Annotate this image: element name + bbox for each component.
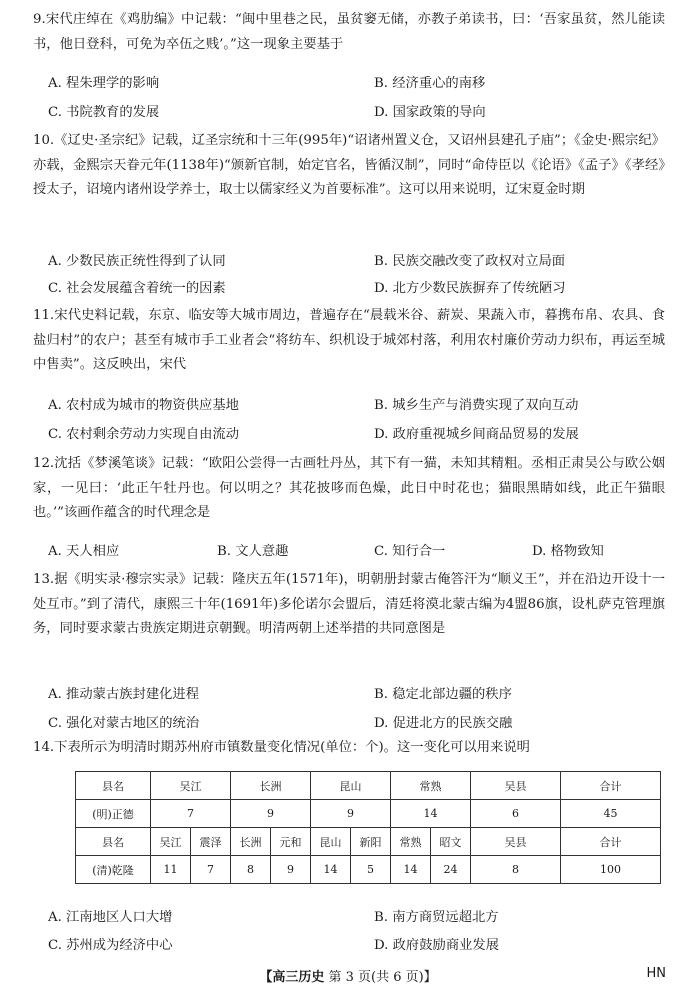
table-cell: 9 xyxy=(231,800,311,828)
footer-subject: 【高三历史 xyxy=(259,970,325,985)
option-c[interactable]: C. 社会发展蕴含着统一的因素 xyxy=(48,281,226,296)
table-cell: 9 xyxy=(311,800,391,828)
table-cell: 新阳 xyxy=(351,828,391,856)
option-d[interactable]: D. 政府鼓励商业发展 xyxy=(374,938,500,953)
table-cell: 9 xyxy=(271,856,311,884)
option-d[interactable]: D. 北方少数民族摒弃了传统陋习 xyxy=(374,281,566,296)
table-cell: 14 xyxy=(391,856,431,884)
table-cell: 合计 xyxy=(561,772,661,800)
table-row xyxy=(76,856,661,884)
table-row xyxy=(76,772,661,800)
table-cell: 常熟 xyxy=(391,828,431,856)
table-cell: 震泽 xyxy=(191,828,231,856)
table-cell: 县名 xyxy=(76,772,151,800)
table-cell: 常熟 xyxy=(391,772,471,800)
table-cell: 5 xyxy=(351,856,391,884)
table-cell: 7 xyxy=(191,856,231,884)
option-b[interactable]: B. 文人意趣 xyxy=(217,544,289,559)
table-cell: 24 xyxy=(431,856,471,884)
option-c[interactable]: C. 书院教育的发展 xyxy=(48,105,160,120)
table-cell: 8 xyxy=(231,856,271,884)
table-cell: 14 xyxy=(311,856,351,884)
table-cell: 昭文 xyxy=(431,828,471,856)
table-cell: 11 xyxy=(151,856,191,884)
table-cell: 昆山 xyxy=(311,772,391,800)
question-12 xyxy=(33,452,665,526)
question-10 xyxy=(33,129,665,203)
option-b[interactable]: B. 稳定北部边疆的秩序 xyxy=(374,687,512,702)
table-cell: 7 xyxy=(151,800,231,828)
footer-page-number: 第 3 页(共 6 页)】 xyxy=(328,970,437,985)
table-cell: 8 xyxy=(471,856,561,884)
option-a[interactable]: A. 天人相应 xyxy=(48,544,120,559)
table-cell: 吴江 xyxy=(151,828,191,856)
question-11 xyxy=(33,304,665,378)
question-9 xyxy=(33,8,665,57)
table-cell: 元和 xyxy=(271,828,311,856)
table-cell: (清)乾隆 xyxy=(76,856,151,884)
option-c[interactable]: C. 强化对蒙古地区的统治 xyxy=(48,716,200,731)
question-13 xyxy=(33,568,665,642)
table-cell: 吴县 xyxy=(471,828,561,856)
table-cell: 6 xyxy=(471,800,561,828)
question-stem: 11.宋代史料记载，东京、临安等大城市周边，普遍存在“晨载米谷、薪炭、果蔬入市，暮携布帛、农具、食盐归村”的农户；甚至有城市手工业者会“将纺车、织机设于城郊村落，利用农村廉价劳动力织布，再运至城中售卖”。这反映出，宋代 xyxy=(33,308,665,372)
question-stem: 14.下表所示为明清时期苏州府市镇数量变化情况(单位：个)。这一变化可以用来说明 xyxy=(33,740,530,755)
option-a[interactable]: A. 农村成为城市的物资供应基地 xyxy=(48,398,239,413)
option-a[interactable]: A. 少数民族正统性得到了认同 xyxy=(48,254,226,269)
option-b[interactable]: B. 城乡生产与消费实现了双向互动 xyxy=(374,398,579,413)
footer-code: HN xyxy=(646,966,666,981)
option-d[interactable]: D. 促进北方的民族交融 xyxy=(374,716,513,731)
question-stem: 13.据《明实录·穆宗实录》记载：隆庆五年(1571年)，明朝册封蒙古俺答汗为“顺义王”，并在沿边开设十一处互市。”到了清代，康熙三十年(1691年)多伦诺尔会盟后，清廷将漠北蒙古编为4盟86旗，设札萨克管理旗务，同时要求蒙古贵族定期进京朝觐。明清两朝上述举措的共同意图是 xyxy=(33,572,665,636)
table-cell: 长洲 xyxy=(231,772,311,800)
question-stem: 9.宋代庄绰在《鸡肋编》中记载：“闽中里巷之民，虽贫窭无储，亦教子弟读书，曰：‘吾家虽贫，然儿能读书，他日登科，可免为卒伍之贱’。”这一现象主要基于 xyxy=(33,12,665,52)
question-14 xyxy=(33,736,665,761)
table-cell: 吴县 xyxy=(471,772,561,800)
town-count-table xyxy=(75,771,661,884)
option-a[interactable]: A. 江南地区人口大增 xyxy=(48,910,173,925)
option-b[interactable]: B. 民族交融改变了政权对立局面 xyxy=(374,254,566,269)
table-cell: (明)正德 xyxy=(76,800,151,828)
option-d[interactable]: D. 格物致知 xyxy=(532,544,604,559)
table-row xyxy=(76,800,661,828)
table-row xyxy=(76,828,661,856)
option-a[interactable]: A. 程朱理学的影响 xyxy=(48,76,160,91)
option-d[interactable]: D. 政府重视城乡间商品贸易的发展 xyxy=(374,427,579,442)
option-b[interactable]: B. 南方商贸远超北方 xyxy=(374,910,499,925)
table-cell: 昆山 xyxy=(311,828,351,856)
option-b[interactable]: B. 经济重心的南移 xyxy=(374,76,486,91)
option-c[interactable]: C. 苏州成为经济中心 xyxy=(48,938,173,953)
option-c[interactable]: C. 农村剩余劳动力实现自由流动 xyxy=(48,427,240,442)
page-footer xyxy=(0,966,696,985)
option-a[interactable]: A. 推动蒙古族封建化进程 xyxy=(48,687,200,702)
option-d[interactable]: D. 国家政策的导向 xyxy=(374,105,486,120)
table-cell: 14 xyxy=(391,800,471,828)
table-cell: 长洲 xyxy=(231,828,271,856)
table-cell: 100 xyxy=(561,856,661,884)
table-cell: 吴江 xyxy=(151,772,231,800)
option-c[interactable]: C. 知行合一 xyxy=(374,544,446,559)
table-cell: 合计 xyxy=(561,828,661,856)
table-cell: 45 xyxy=(561,800,661,828)
question-stem: 10.《辽史·圣宗纪》记载，辽圣宗统和十三年(995年)“诏诸州置义仓，又诏州县建孔子庙”；《金史·熙宗纪》亦载，金熙宗天眷元年(1138年)“颁新官制，始定官名，皆循汉制”，同时“命侍臣以《论语》《孟子》《孝经》授太子，诏境内诸州设学养士，取士以儒家经义为首要标准”。这可以用来说明，辽宋夏金时期 xyxy=(33,133,665,197)
table-cell: 县名 xyxy=(76,828,151,856)
question-stem: 12.沈括《梦溪笔谈》记载：“欧阳公尝得一古画牡丹丛，其下有一猫，未知其精粗。丞相正肃吴公与欧公姻家，一见曰：‘此正午牡丹也。何以明之？其花披哆而色燥，此日中时花也；猫眼黑睛如线，此正午猫眼也。’”该画作蕴含的时代理念是 xyxy=(33,456,665,520)
